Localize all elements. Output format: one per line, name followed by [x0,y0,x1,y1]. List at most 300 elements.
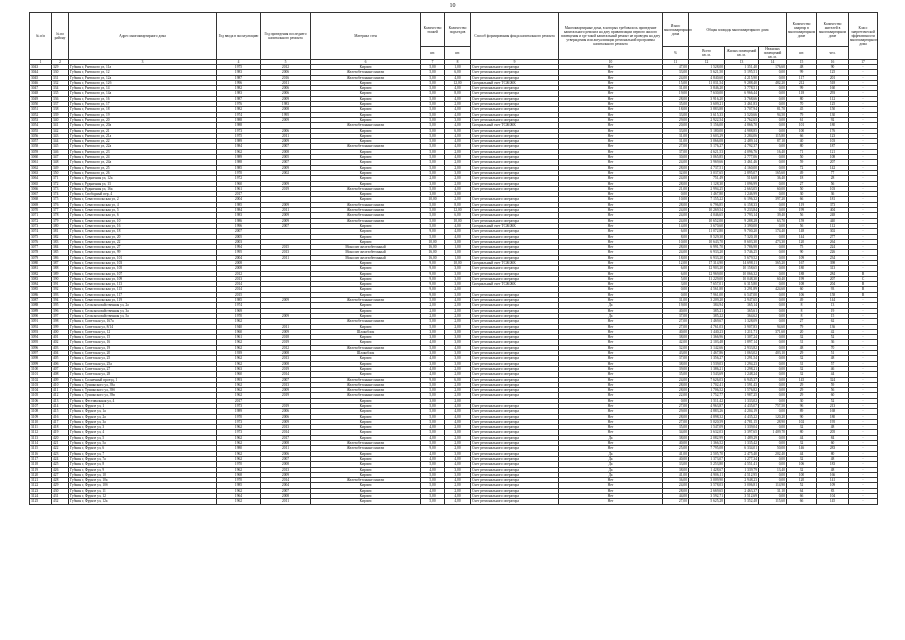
cell-overhaul-need: Нет [559,139,663,144]
cell-year-overhaul: 2008 [261,351,311,356]
cell-apartments: 66 [787,499,817,504]
cell-residents: 92 [817,117,849,122]
cell-num: 3092 [30,324,52,329]
cell-num-district: 423 [52,451,69,456]
cell-area-total: 1 539,03 [689,361,725,366]
cell-area-living: 3 520,66 [725,112,759,117]
cell-area-living: 364,62 [725,313,759,318]
cell-area-living: 14 698,11 [725,260,759,265]
cell-area-living: 1 333,02 [725,398,759,403]
cell-fund-method: Счет регионального оператора [471,229,559,234]
cell-residents: 176 [817,128,849,133]
cell-floors: 5,00 [421,133,445,138]
cell-overhaul-need: Нет [559,234,663,239]
cell-apartments: 90 [787,250,817,255]
cell-year-overhaul: 2009 [261,298,311,303]
cell-apartments: 72 [787,165,817,170]
cell-area-living: 4 435,07 [725,404,759,409]
cell-floors: 9,00 [421,266,445,271]
cell-address: Губкин г, Раевского ул, 20 [69,117,217,122]
cell-energy-class: - [849,266,878,271]
cell-address: Губкин г, Советская ул, 167а [69,319,217,324]
cell-wall-material: Кирпич [311,292,421,297]
cell-residents: 204 [817,282,849,287]
cell-wall-material: Кирпич [311,91,421,96]
cell-entrances: 8,00 [445,202,471,207]
cell-wall-material: Монолит железобетонный [311,255,421,260]
cell-entrances: 4,00 [445,186,471,191]
cell-num: 3103 [30,382,52,387]
cell-floors: 9,00 [421,292,445,297]
cell-area-living: 4 512,95 [725,472,759,477]
cell-wall-material: Кирпич [311,451,421,456]
cell-overhaul-need: Нет [559,112,663,117]
cell-wear: 24,00 [663,75,689,80]
cell-year-built: 1988 [217,160,261,165]
cell-wear: 18,00 [663,255,689,260]
cell-residents: 195 [817,419,849,424]
cell-area-nonliving: 0,00 [759,128,787,133]
cell-area-living: 2 777,06 [725,155,759,160]
cell-year-overhaul: 2014 [261,372,311,377]
cell-energy-class: - [849,112,878,117]
cell-year-built: 1988 [217,123,261,128]
cell-energy-class: - [849,329,878,334]
cell-entrances: 2,00 [445,319,471,324]
cell-wear: 5,00 [663,276,689,281]
cell-residents: 90 [817,65,849,70]
cell-wear: 28,00 [663,388,689,393]
cell-year-built: 1985 [217,202,261,207]
cell-residents: 80 [817,451,849,456]
cell-entrances: 3,00 [445,356,471,361]
cell-address: Губкин г, Советская ул, 8/14 [69,324,217,329]
cell-wear: 35,00 [663,372,689,377]
cell-entrances: 3,00 [445,430,471,435]
cell-residents: 48 [817,467,849,472]
cell-year-overhaul: 2013 [261,356,311,361]
cell-wear: 29,00 [663,117,689,122]
cell-num: 3052 [30,112,52,117]
cell-floors: 10,00 [421,197,445,202]
cell-entrances: 2,00 [445,102,471,107]
cell-area-living: 7 320,18 [725,234,759,239]
cell-num: 3110 [30,419,52,424]
cell-apartments: 32 [787,441,817,446]
cell-year-built: 1962 [217,451,261,456]
cell-address: Губкин г, Фрунзе ул, 2а [69,414,217,419]
cell-entrances: 4,00 [445,123,471,128]
cell-year-built: 1987 [217,96,261,101]
cell-address: Губкин г, Сельскохозяйственная ул, 3а [69,308,217,313]
cell-wear: 25,00 [663,446,689,451]
cell-num: 3091 [30,319,52,324]
cell-entrances: 4,00 [445,234,471,239]
cell-apartments: 75 [787,245,817,250]
cell-num: 3059 [30,149,52,154]
cell-entrances: 4,00 [445,96,471,101]
cell-energy-class: - [849,117,878,122]
cell-floors: 5,00 [421,155,445,160]
cell-num-district: 334 [52,86,69,91]
cell-overhaul-need: Нет [559,213,663,218]
cell-floors: 5,00 [421,234,445,239]
cell-fund-method: Счет регионального оператора [471,234,559,239]
cell-area-total: 7 961,00 [689,292,725,297]
cell-apartments: 44 [787,451,817,456]
cell-residents: 103 [817,186,849,191]
cell-apartments: 144 [787,234,817,239]
cell-floors: 5,00 [421,483,445,488]
cell-energy-class: - [849,425,878,430]
cell-area-nonliving: 0,00 [759,255,787,260]
cell-year-built: 1972 [217,176,261,181]
cell-entrances: 2,00 [445,372,471,377]
cell-wall-material: Железобетонные панели [311,202,421,207]
cell-wear: 42,00 [663,340,689,345]
cell-floors: 4,00 [421,372,445,377]
cell-wall-material: Кирпич [311,86,421,91]
cell-wear: 28,00 [663,414,689,419]
cell-area-total: 5 176,27 [689,144,725,149]
cell-apartments: 100 [787,128,817,133]
cell-wall-material: Кирпич [311,149,421,154]
cell-year-overhaul: 1995 [261,112,311,117]
cell-num: 3117 [30,456,52,461]
cell-num-district: 411 [52,388,69,393]
cell-area-total: 2 669,65 [689,488,725,493]
cell-num-district: 426 [52,467,69,472]
cell-area-living: 1 328,09 [725,319,759,324]
cell-area-nonliving: 0,00 [759,456,787,461]
cell-year-overhaul: 2013 [261,382,311,387]
cell-num-district: 394 [52,298,69,303]
cell-fund-method: Счет регионального оператора [471,218,559,223]
cell-area-nonliving: 0,00 [759,160,787,165]
cell-residents: 19 [817,308,849,313]
cell-residents: 108 [817,155,849,160]
cell-address: Губкин г, Раевского ул, 12б [69,80,217,85]
cell-area-total: 11 031,54 [689,80,725,85]
cell-area-nonliving: 0,00 [759,144,787,149]
cell-area-nonliving: 0,00 [759,308,787,313]
cell-num: 3108 [30,409,52,414]
cell-apartments: 89 [787,409,817,414]
cell-address: Губкин г, Рудничная ул, 12а [69,176,217,181]
cell-num-district: 348 [52,160,69,165]
cell-year-overhaul: 2019 [261,393,311,398]
cell-overhaul-need: Нет [559,197,663,202]
cell-wall-material: Кирпич [311,229,421,234]
cell-overhaul-need: Нет [559,266,663,271]
cell-year-overhaul: 2006 [261,70,311,75]
cell-overhaul-need: Нет [559,202,663,207]
cell-entrances: 3,00 [445,329,471,334]
cell-energy-class: - [849,409,878,414]
cell-wear: 38,00 [663,435,689,440]
cell-fund-method: Счет регионального оператора [471,213,559,218]
cell-fund-method: Счет регионального оператора [471,96,559,101]
cell-year-built: 1970 [217,478,261,483]
cell-num-district: 414 [52,404,69,409]
cell-fund-method: Счет регионального оператора [471,181,559,186]
cell-area-total: 17 314,90 [689,260,725,265]
cell-area-nonliving: 120,20 [759,414,787,419]
cell-wear: 18,00 [663,107,689,112]
cell-area-total: 2 922,54 [689,117,725,122]
cell-num: 3070 [30,208,52,213]
cell-area-total: 4 840,60 [689,75,725,80]
cell-entrances: 4,00 [445,144,471,149]
cell-year-built: 2004 [217,197,261,202]
cell-wear: 12,00 [663,260,689,265]
cell-num-district: 336 [52,96,69,101]
cell-num: 3054 [30,123,52,128]
cell-fund-method: Счет регионального оператора [471,303,559,308]
cell-wall-material: Кирпич [311,483,421,488]
cell-area-total: 5 621,50 [689,70,725,75]
cell-floors: 4,00 [421,467,445,472]
cell-overhaul-need: Нет [559,351,663,356]
cell-area-nonliving: 0,00 [759,208,787,213]
cell-year-overhaul: 2009 [261,388,311,393]
cell-fund-method: Счет регионального оператора [471,441,559,446]
cell-residents: 130 [817,112,849,117]
cell-wear: 37,00 [663,356,689,361]
cell-energy-class: - [849,176,878,181]
cell-wear: 31,00 [663,139,689,144]
cell-energy-class: - [849,351,878,356]
cell-num: 3105 [30,393,52,398]
cell-wall-material: Кирпич [311,133,421,138]
cell-year-overhaul: 2009 [261,117,311,122]
cell-wall-material: Кирпич [311,287,421,292]
cell-wall-material: Монолит железобетонный [311,250,421,255]
cell-address: Губкин г, Советская ул, 12 [69,329,217,334]
cell-floors: 5,00 [421,223,445,228]
cell-residents: 201 [817,75,849,80]
cell-year-overhaul: 2019 [261,366,311,371]
cell-num: 3118 [30,462,52,467]
cell-wear: 22,00 [663,393,689,398]
cell-year-built: 1962 [217,467,261,472]
cell-overhaul-need: Да [559,462,663,467]
cell-num-district: 330 [52,70,69,75]
cell-address: Губкин г, Севастопольская ул, 113 [69,282,217,287]
cell-overhaul-need: Нет [559,329,663,334]
cell-year-built: 2014 [217,282,261,287]
cell-area-living: 5 746,25 [725,250,759,255]
column-number: 5 [261,60,311,65]
cell-address: Губкин г, Севастопольская ул, 6 [69,213,217,218]
cell-num-district: 425 [52,462,69,467]
cell-area-living: 1 246,99 [725,192,759,197]
cell-year-overhaul: 2009 [261,213,311,218]
cell-wear: 28,00 [663,181,689,186]
cell-entrances: 2,00 [445,382,471,387]
cell-residents: 224 [817,245,849,250]
header-residents: Количество жителей в многоквартирном доме [817,13,849,47]
cell-area-total: 3 603,29 [689,133,725,138]
cell-wall-material: Кирпич [311,160,421,165]
cell-floors: 5,00 [421,91,445,96]
cell-year-overhaul: 2007 [261,456,311,461]
cell-num-district: 422 [52,446,69,451]
cell-residents: 141 [817,478,849,483]
cell-apartments: 32 [787,425,817,430]
cell-apartments: 32 [787,335,817,340]
header-apartments: Количество квартир в многоквартирном доме [787,13,817,47]
cell-area-living: 3 390,00 [725,223,759,228]
cell-entrances: 2,00 [445,149,471,154]
cell-entrances: 4,00 [445,298,471,303]
cell-overhaul-need: Нет [559,393,663,398]
cell-overhaul-need: Нет [559,382,663,387]
cell-area-total: 12 903,20 [689,266,725,271]
cell-year-overhaul: 2002 [261,170,311,175]
cell-entrances: 4,00 [445,494,471,499]
cell-residents: 112 [817,96,849,101]
cell-wall-material: Кирпич [311,192,421,197]
cell-fund-method: Счет регионального оператора [471,430,559,435]
cell-energy-class: - [849,186,878,191]
cell-fund-method: Счет регионального оператора [471,456,559,461]
cell-overhaul-need: Нет [559,372,663,377]
cell-residents: 145 [817,499,849,504]
cell-year-overhaul: 2006 [261,128,311,133]
cell-energy-class: В [849,287,878,292]
cell-num-district: 386 [52,255,69,260]
cell-apartments: 66 [787,133,817,138]
cell-fund-method: Счет регионального оператора [471,478,559,483]
cell-floors: 2,00 [421,308,445,313]
cell-residents: 183 [817,462,849,467]
cell-wall-material: Кирпич [311,456,421,461]
cell-wall-material: Кирпич [311,467,421,472]
cell-address: Губкин г, Советская ул, 19 [69,345,217,350]
cell-wear: 38,00 [663,361,689,366]
cell-entrances: 4,00 [445,478,471,483]
cell-address: Губкин г, Сельскохозяйственная ул, 5а [69,313,217,318]
cell-area-living: 5 195,51 [725,70,759,75]
cell-area-total: 11 229,00 [689,276,725,281]
cell-year-overhaul: 2009 [261,139,311,144]
cell-area-nonliving: 165,60 [759,170,787,175]
cell-fund-method: Счет регионального оператора [471,75,559,80]
cell-residents: 52 [817,335,849,340]
cell-area-nonliving: 0,00 [759,472,787,477]
cell-residents: 207 [817,160,849,165]
cell-year-built: 2014 [217,287,261,292]
cell-apartments: 8 [787,308,817,313]
cell-address: Губкин г, Раевского ул, 12а [69,75,217,80]
cell-energy-class: - [849,462,878,467]
cell-area-nonliving: 81,70 [759,107,787,112]
cell-year-built: 1985 [217,298,261,303]
cell-address: Губкин г, Раевского ул, 21а [69,133,217,138]
cell-num-district: 427 [52,472,69,477]
cell-residents: 109 [817,483,849,488]
cell-address: Губкин г, Рудничная ул, 16а [69,186,217,191]
cell-area-living: 1 096,99 [725,181,759,186]
cell-area-living: 1 063,02 [725,351,759,356]
cell-year-built: 1939 [217,351,261,356]
cell-year-built: 1962 [217,425,261,430]
cell-area-total: 6 991,70 [689,245,725,250]
cell-wall-material: Кирпич [311,398,421,403]
cell-area-nonliving: 0,00 [759,340,787,345]
cell-num-district: 380 [52,223,69,228]
cell-wall-material: Кирпич [311,155,421,160]
cell-wear: 37,00 [663,149,689,154]
cell-wear: 6,00 [663,266,689,271]
cell-residents: 125 [817,70,849,75]
cell-apartments: 212 [787,80,817,85]
cell-energy-class: - [849,414,878,419]
cell-area-nonliving: 757,50 [759,404,787,409]
cell-area-living: 4 551,41 [725,462,759,467]
cell-area-nonliving: 39,40 [759,213,787,218]
cell-area-total: 3 916,20 [689,96,725,101]
cell-fund-method: Счет регионального оператора [471,446,559,451]
cell-num: 3120 [30,472,52,477]
cell-fund-method: Счет регионального оператора [471,313,559,318]
cell-area-nonliving: 13,40 [759,467,787,472]
column-number: 8 [445,60,471,65]
cell-num: 3094 [30,335,52,340]
cell-floors: 3,00 [421,329,445,334]
cell-wall-material: Кирпич [311,107,421,112]
cell-overhaul-need: Да [559,451,663,456]
cell-area-total: 3 209,20 [689,298,725,303]
cell-year-built: 1960 [217,181,261,186]
cell-area-nonliving: 0,00 [759,123,787,128]
cell-overhaul-need: Нет [559,70,663,75]
cell-num-district: 396 [52,308,69,313]
cell-overhaul-need: Нет [559,483,663,488]
cell-area-living: 3 793,14 [725,213,759,218]
cell-year-overhaul: 2012 [261,345,311,350]
cell-area-living: 6 945,37 [725,377,759,382]
cell-entrances: 3,00 [445,170,471,175]
cell-num: 3112 [30,430,52,435]
cell-year-overhaul: 2006 [261,86,311,91]
cell-overhaul-need: Да [559,303,663,308]
cell-wear: 44,00 [663,494,689,499]
cell-num: 3124 [30,494,52,499]
cell-floors: 5,00 [421,160,445,165]
cell-area-nonliving: 0,00 [759,282,787,287]
cell-residents: 205 [817,430,849,435]
cell-floors: 5,00 [421,382,445,387]
cell-num-district: 400 [52,329,69,334]
cell-area-living: 1 277,34 [725,456,759,461]
cell-year-built: 1961 [217,335,261,340]
cell-year-built: 1996 [217,223,261,228]
cell-year-built: 1989 [217,139,261,144]
cell-overhaul-need: Нет [559,160,663,165]
cell-energy-class: - [849,123,878,128]
cell-fund-method: Счет регионального оператора [471,197,559,202]
cell-overhaul-need: Да [559,472,663,477]
cell-overhaul-need: Нет [559,96,663,101]
cell-energy-class: - [849,96,878,101]
cell-area-nonliving: 94,50 [759,112,787,117]
cell-residents: 42 [817,329,849,334]
cell-area-nonliving: 0,00 [759,441,787,446]
cell-area-nonliving: 28,90 [759,419,787,424]
cell-area-total: 1 366,96 [689,335,725,340]
